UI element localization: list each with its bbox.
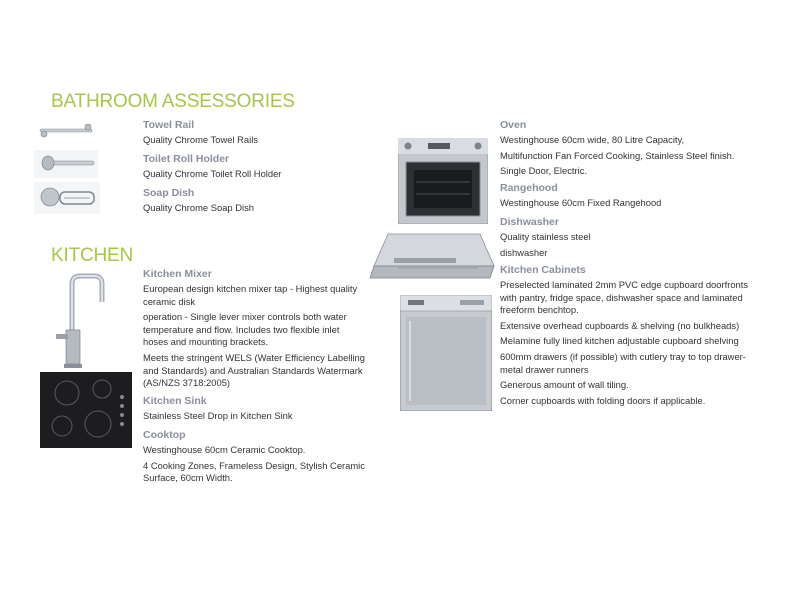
cooktop-heading: Cooktop (143, 429, 186, 441)
oven-para: Single Door, Electric. (500, 165, 588, 177)
soap-dish-block (143, 187, 358, 218)
kitchen-mixer-block (143, 268, 365, 393)
cooktop-para: Westinghouse 60cm Ceramic Cooktop. (143, 444, 306, 455)
soap-dish-text: Quality Chrome Soap Dish (143, 202, 254, 213)
oven-heading: Oven (500, 119, 527, 131)
towel-rail-block (143, 119, 358, 150)
toilet-roll-text: Quality Chrome Toilet Roll Holder (143, 168, 282, 179)
oven-para: Westinghouse 60cm wide, 80 Litre Capacity, (500, 134, 685, 145)
dishwasher-para: dishwasher (500, 246, 548, 258)
cooktop-block (143, 429, 365, 488)
kitchen-sink-text: Stainless Steel Drop in Kitchen Sink (143, 410, 293, 421)
cooktop-icon (40, 372, 132, 448)
cabinets-block (500, 264, 752, 410)
towel-rail-text: Quality Chrome Towel Rails (143, 134, 258, 145)
bathroom-title: BATHROOM ASSESSORIES (51, 91, 295, 112)
kitchen-sink-heading: Kitchen Sink (143, 395, 207, 407)
towel-rail-icon (38, 121, 94, 141)
soap-dish-heading: Soap Dish (143, 187, 195, 199)
rangehood-icon (368, 232, 496, 282)
kitchen-mixer-para: European design kitchen mixer tap - Highest quality ceramic disk (143, 283, 358, 307)
soap-dish-icon (34, 182, 100, 214)
oven-para: Multifunction Fan Forced Cooking, Stainless Steel finish. (500, 149, 735, 161)
cabinets-para: Corner cupboards with folding doors if applicable. (500, 394, 706, 406)
dishwasher-para: Quality stainless steel (500, 231, 591, 242)
dishwasher-icon (400, 295, 492, 411)
cabinets-para: Melamine fully lined kitchen adjustable cupboard shelving (500, 335, 739, 347)
dishwasher-block (500, 216, 750, 262)
dishwasher-heading: Dishwasher (500, 216, 559, 228)
mixer-tap-icon (52, 272, 110, 372)
rangehood-heading: Rangehood (500, 182, 558, 194)
rangehood-block (500, 182, 750, 213)
kitchen-title: KITCHEN (51, 245, 133, 266)
kitchen-mixer-heading: Kitchen Mixer (143, 268, 212, 280)
cabinets-para: Generous amount of wall tiling. (500, 379, 629, 391)
cabinets-para: 600mm drawers (if possible) with cutlery tray to top drawer-metal drawer runners (500, 350, 746, 375)
cabinets-heading: Kitchen Cabinets (500, 264, 586, 276)
oven-icon (398, 138, 488, 224)
toilet-roll-holder-icon (34, 150, 98, 178)
cabinets-para: Extensive overhead cupboards & shelving (no bulkheads) (500, 319, 740, 331)
rangehood-text: Westinghouse 60cm Fixed Rangehood (500, 197, 662, 208)
cabinets-para: Preselected laminated 2mm PVC edge cupboard doorfronts with pantry, fridge space, dishwasher space and laminated freeform benchtop. (500, 279, 749, 316)
cooktop-para: 4 Cooking Zones, Frameless Design, Stylish Ceramic Surface, 60cm Width. (143, 459, 365, 484)
oven-block (500, 119, 750, 181)
toilet-roll-block (143, 153, 358, 184)
towel-rail-heading: Towel Rail (143, 119, 195, 131)
kitchen-sink-block (143, 395, 365, 426)
toilet-roll-heading: Toilet Roll Holder (143, 153, 230, 165)
kitchen-mixer-para: operation - Single lever mixer controls both water temperature and flow. Includes two flexible inlet hoses and mounting brackets. (143, 311, 347, 348)
kitchen-mixer-para: Meets the stringent WELS (Water Efficiency Labelling and Standards) and Australian Standards Watermark (AS/NZS 3718:2005) (143, 351, 365, 389)
